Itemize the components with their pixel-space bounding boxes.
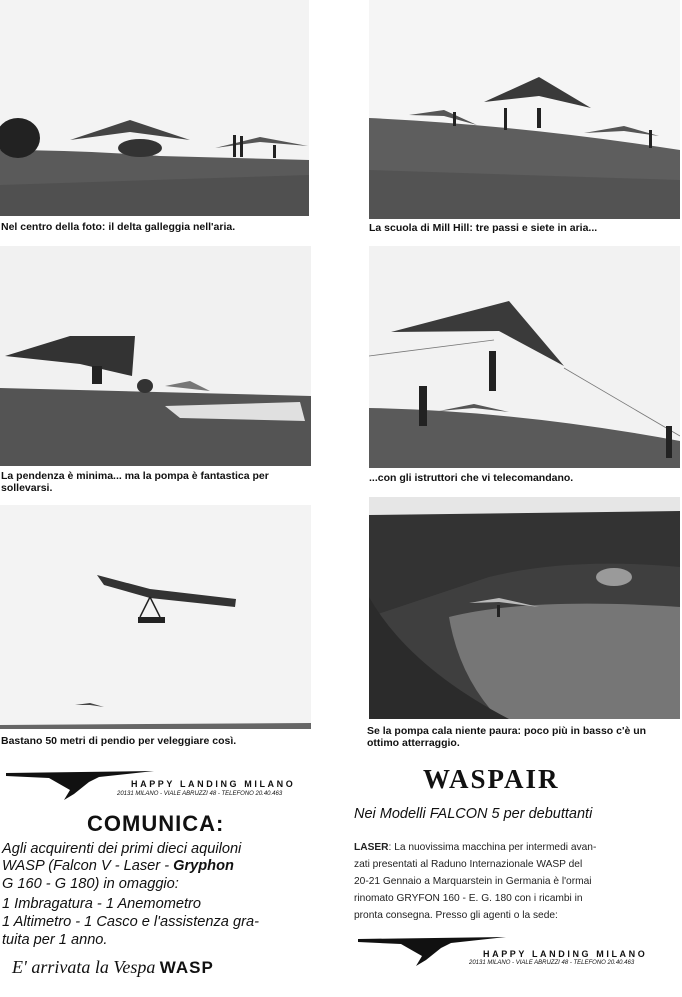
photo-soaring-glider <box>0 505 311 729</box>
offer-line-6: tuita per 1 anno. <box>2 932 108 948</box>
brand-address: 20131 MILANO - VIALE ABRUZZI 48 - TELEFONO 20.40.463 <box>469 960 635 966</box>
brand-name: HAPPY LANDING MILANO <box>483 949 648 959</box>
brand-logo-left <box>4 770 320 804</box>
waspair-title: WASPAIR <box>423 764 560 794</box>
falcon-subtitle: Nei Modelli FALCON 5 per debuttanti <box>354 806 593 822</box>
brand-name: HAPPY LANDING MILANO <box>131 779 296 789</box>
photo-mill-hill-school <box>369 0 680 219</box>
caption-photo-4: ...con gli istruttori che vi telecomandano. <box>369 472 574 484</box>
offer-line-1: Agli acquirenti dei primi dieci aquiloni <box>2 841 242 857</box>
photo-instructors <box>369 246 680 468</box>
vespa-text: E' arrivata la Vespa <box>12 957 156 977</box>
photo-hill-gliders <box>0 0 309 216</box>
vespa-wasp-line <box>12 957 214 978</box>
laser-text-line-2: zati presentati al Raduno Internazionale WASP del <box>354 859 583 870</box>
caption-photo-2: La scuola di Mill Hill: tre passi e siete in aria... <box>369 222 598 234</box>
laser-text-line-4: rinomato GRYFON 160 - E. G. 180 con i ricambi in <box>354 893 583 904</box>
comunica-headline: COMUNICA: <box>87 811 225 836</box>
offer-line-5: 1 Altimetro - 1 Casco e l'assistenza gra- <box>2 914 259 930</box>
caption-photo-3-line1: La pendenza è minima... ma la pompa è fantastica per <box>1 470 269 482</box>
offer-line-2: WASP (Falcon V - Laser - Gryphon <box>2 858 234 874</box>
caption-photo-6-line2: ottimo atterraggio. <box>367 737 460 749</box>
photo-landing-field <box>369 497 680 719</box>
offer-line-3: G 160 - G 180) in omaggio: <box>2 876 179 892</box>
brand-logo-right <box>356 936 672 970</box>
laser-text-line-3: 20-21 Gennaio a Marquarstein in Germania è l'ormai <box>354 876 592 887</box>
vespa-brand: WASP <box>159 958 214 977</box>
brand-address: 20131 MILANO - VIALE ABRUZZI 48 - TELEFONO 20.40.463 <box>117 791 283 797</box>
caption-photo-3-line2: sollevarsi. <box>1 482 53 494</box>
laser-text-line-5: pronta consegna. Presso gli agenti o la sede: <box>354 910 558 921</box>
caption-photo-1: Nel centro della foto: il delta galleggia nell'aria. <box>1 221 236 233</box>
caption-photo-5: Bastano 50 metri di pendio per veleggiare così. <box>1 735 237 747</box>
laser-text-line-1: LASER: La nuovissima macchina per intermedi avan- <box>354 842 597 853</box>
offer-line-4: 1 Imbragatura - 1 Anemometro <box>2 896 201 912</box>
caption-photo-6-line1: Se la pompa cala niente paura: poco più in basso c'è un <box>367 725 647 737</box>
photo-gentle-slope <box>0 246 311 466</box>
